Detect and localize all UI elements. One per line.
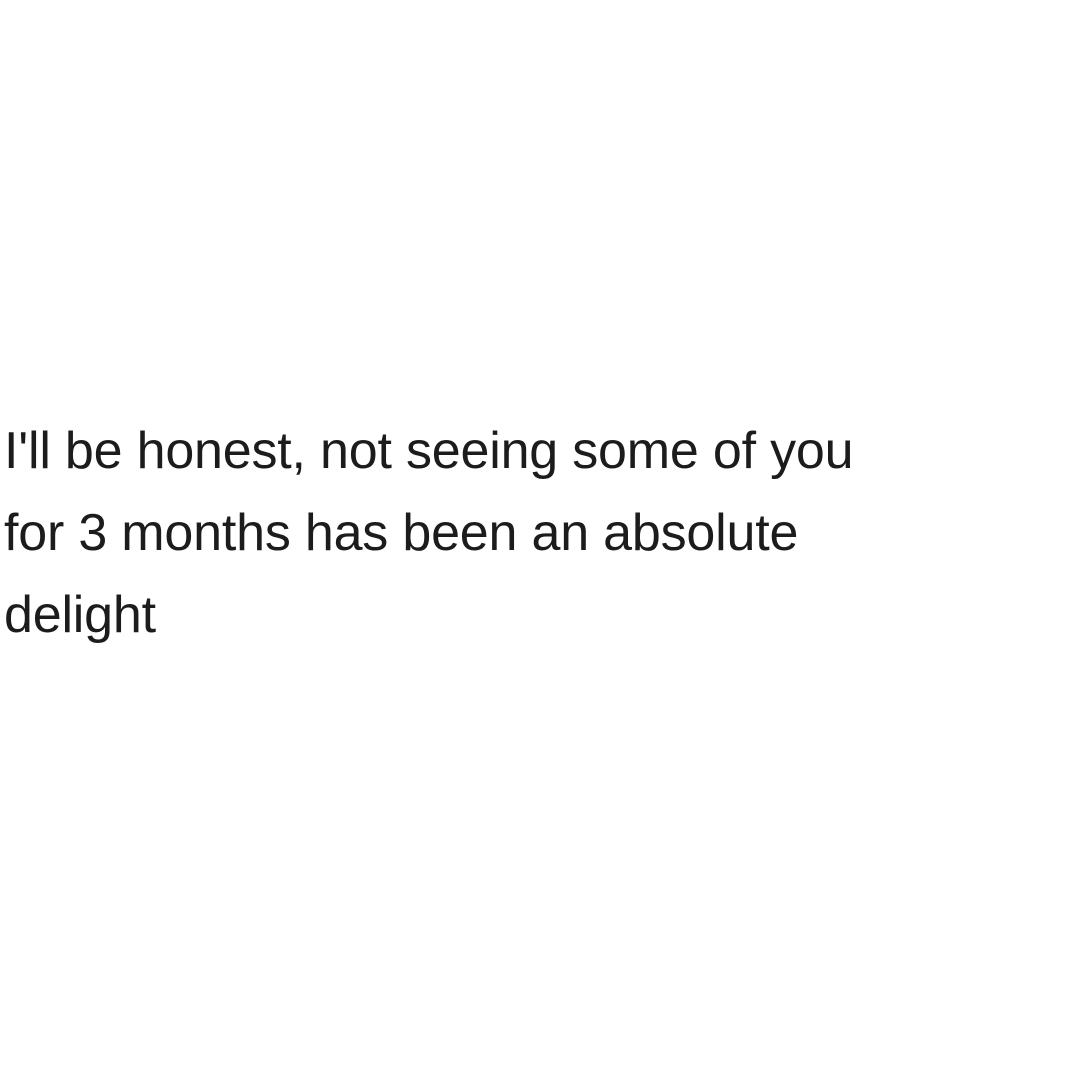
- post-text: [4, 410, 1074, 656]
- post-text-line-3: delight: [4, 586, 156, 644]
- post-text-line-2: for 3 months has been an absolute: [4, 504, 799, 562]
- post-text-line-1: I'll be honest, not seeing some of you: [4, 422, 854, 480]
